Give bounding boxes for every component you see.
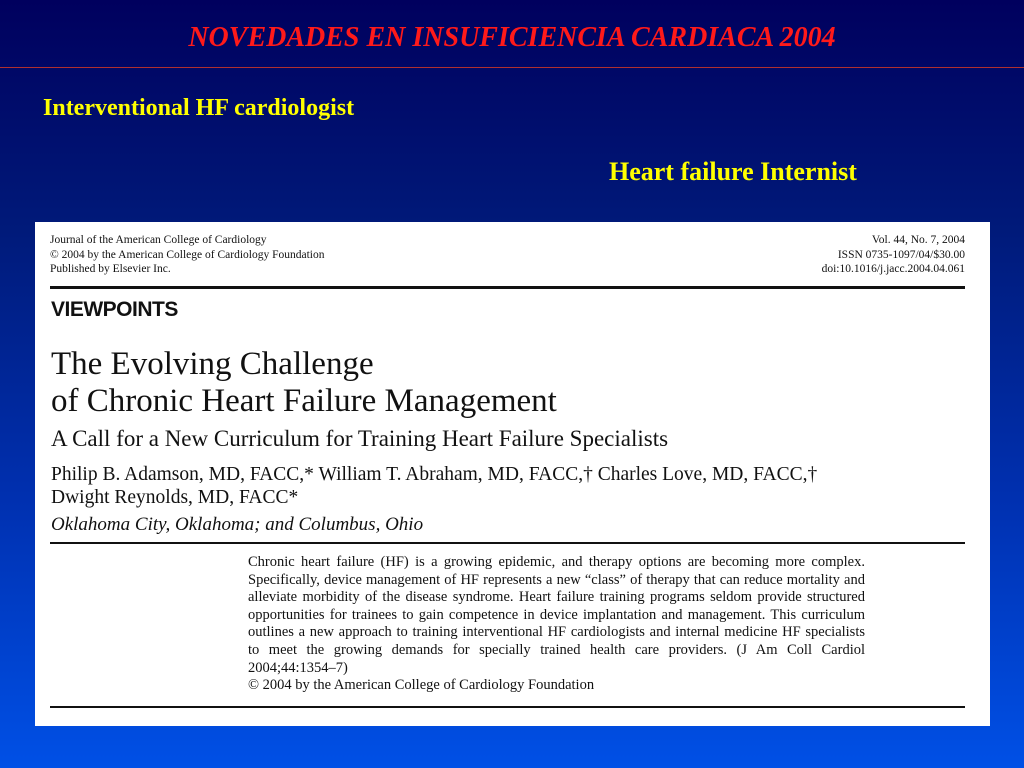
journal-publisher: Published by Elsevier Inc. [50, 263, 171, 275]
journal-name: Journal of the American College of Cardiology [50, 234, 267, 246]
abstract-top-rule [50, 542, 965, 544]
authors-line-1: Philip B. Adamson, MD, FACC,* William T. Abraham, MD, FACC,† Charles Love, MD, FACC,† [51, 464, 818, 485]
article-abstract [248, 554, 865, 695]
article-title-line-1: The Evolving Challenge [51, 346, 374, 382]
title-divider [0, 67, 1024, 68]
section-heading: VIEWPOINTS [51, 298, 178, 321]
abstract-text: Chronic heart failure (HF) is a growing epidemic, and therapy options are becoming more complex. Specifically, device management of HF represents a new “class” of therapy that can reduce mortality and alleviate morbidity of the disease syndrome. Heart failure training programs seldom provide structured opportunities for trainees to gain competence in device implantation and management. This curriculum outlines a new approach to training interventional HF cardiologists and internal medicine HF specialists to meet the growing demands for specially trained health care providers. (J Am Coll Cardiol 2004;44:1354–7) [248, 554, 865, 676]
authors-line-2: Dwight Reynolds, MD, FACC* [51, 487, 299, 508]
label-heart-failure-internist: Heart failure Internist [609, 157, 857, 186]
doi: doi:10.1016/j.jacc.2004.04.061 [821, 263, 965, 275]
abstract-copyright: © 2004 by the American College of Cardiology Foundation [248, 677, 595, 694]
abstract-bottom-rule [50, 706, 965, 708]
volume-issue: Vol. 44, No. 7, 2004 [871, 234, 965, 246]
article-title-line-2: of Chronic Heart Failure Management [51, 383, 557, 419]
label-interventional-cardiologist: Interventional HF cardiologist [43, 95, 355, 121]
journal-copyright: © 2004 by the American College of Cardiology Foundation [50, 248, 325, 261]
article-authors [51, 463, 817, 509]
journal-info [50, 233, 324, 277]
slide-title: NOVEDADES EN INSUFICIENCIA CARDIACA 2004 [188, 22, 836, 53]
article-image [35, 222, 990, 726]
citation-info [822, 233, 965, 277]
issn: ISSN 0735-1097/04/$30.00 [837, 248, 965, 261]
article-title [51, 346, 557, 420]
article-subtitle: A Call for a New Curriculum for Training Heart Failure Specialists [51, 426, 669, 451]
article-affiliation: Oklahoma City, Oklahoma; and Columbus, Ohio [51, 514, 424, 535]
header-rule [50, 286, 965, 289]
